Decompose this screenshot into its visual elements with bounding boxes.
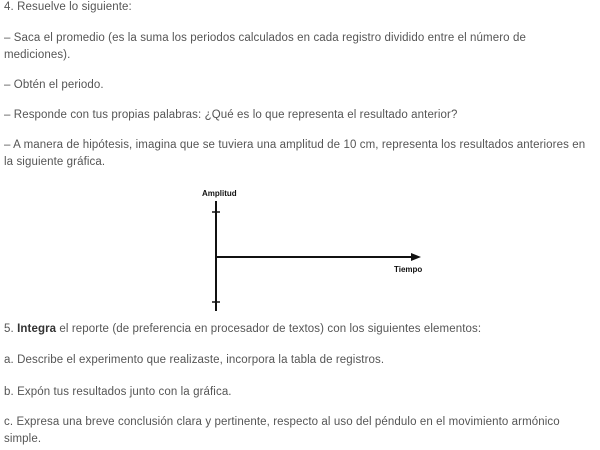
section-5-bold-word: Integra <box>17 323 57 335</box>
element-a: a. Describe el experimento que realizaste, incorpora la tabla de registros. <box>4 354 385 366</box>
instruction-hypothesis: – A manera de hipótesis, imagina que se tuviera una amplitud de 10 cm, representa los resultados anteriores en la siguiente gráfica. <box>4 139 586 168</box>
element-b: b. Expón tus resultados junto con la gráfica. <box>4 386 232 398</box>
x-axis-label: Tiempo <box>394 265 423 274</box>
element-c: c. Expresa una breve conclusión clara y pertinente, respecto al uso del péndulo en el movimiento armónico simple. <box>4 416 560 445</box>
section-4-heading: 4. Resuelve lo siguiente: <box>4 1 132 13</box>
section-5-intro <box>4 321 594 338</box>
instruction-explain: – Responde con tus propias palabras: ¿Qué es lo que representa el resultado anterior? <box>4 109 458 121</box>
section-5-number: 5. <box>4 323 18 335</box>
amplitude-time-graph <box>180 185 430 315</box>
section-5-intro-text: el reporte (de preferencia en procesador de textos) con los siguientes elementos: <box>56 323 482 335</box>
x-axis-arrowhead <box>411 253 421 261</box>
y-axis-label: Amplitud <box>202 189 237 198</box>
instruction-average: – Saca el promedio (es la suma los periodos calculados en cada registro dividido entre el número de mediciones). <box>4 32 526 61</box>
instruction-period: – Obtén el periodo. <box>4 79 104 91</box>
